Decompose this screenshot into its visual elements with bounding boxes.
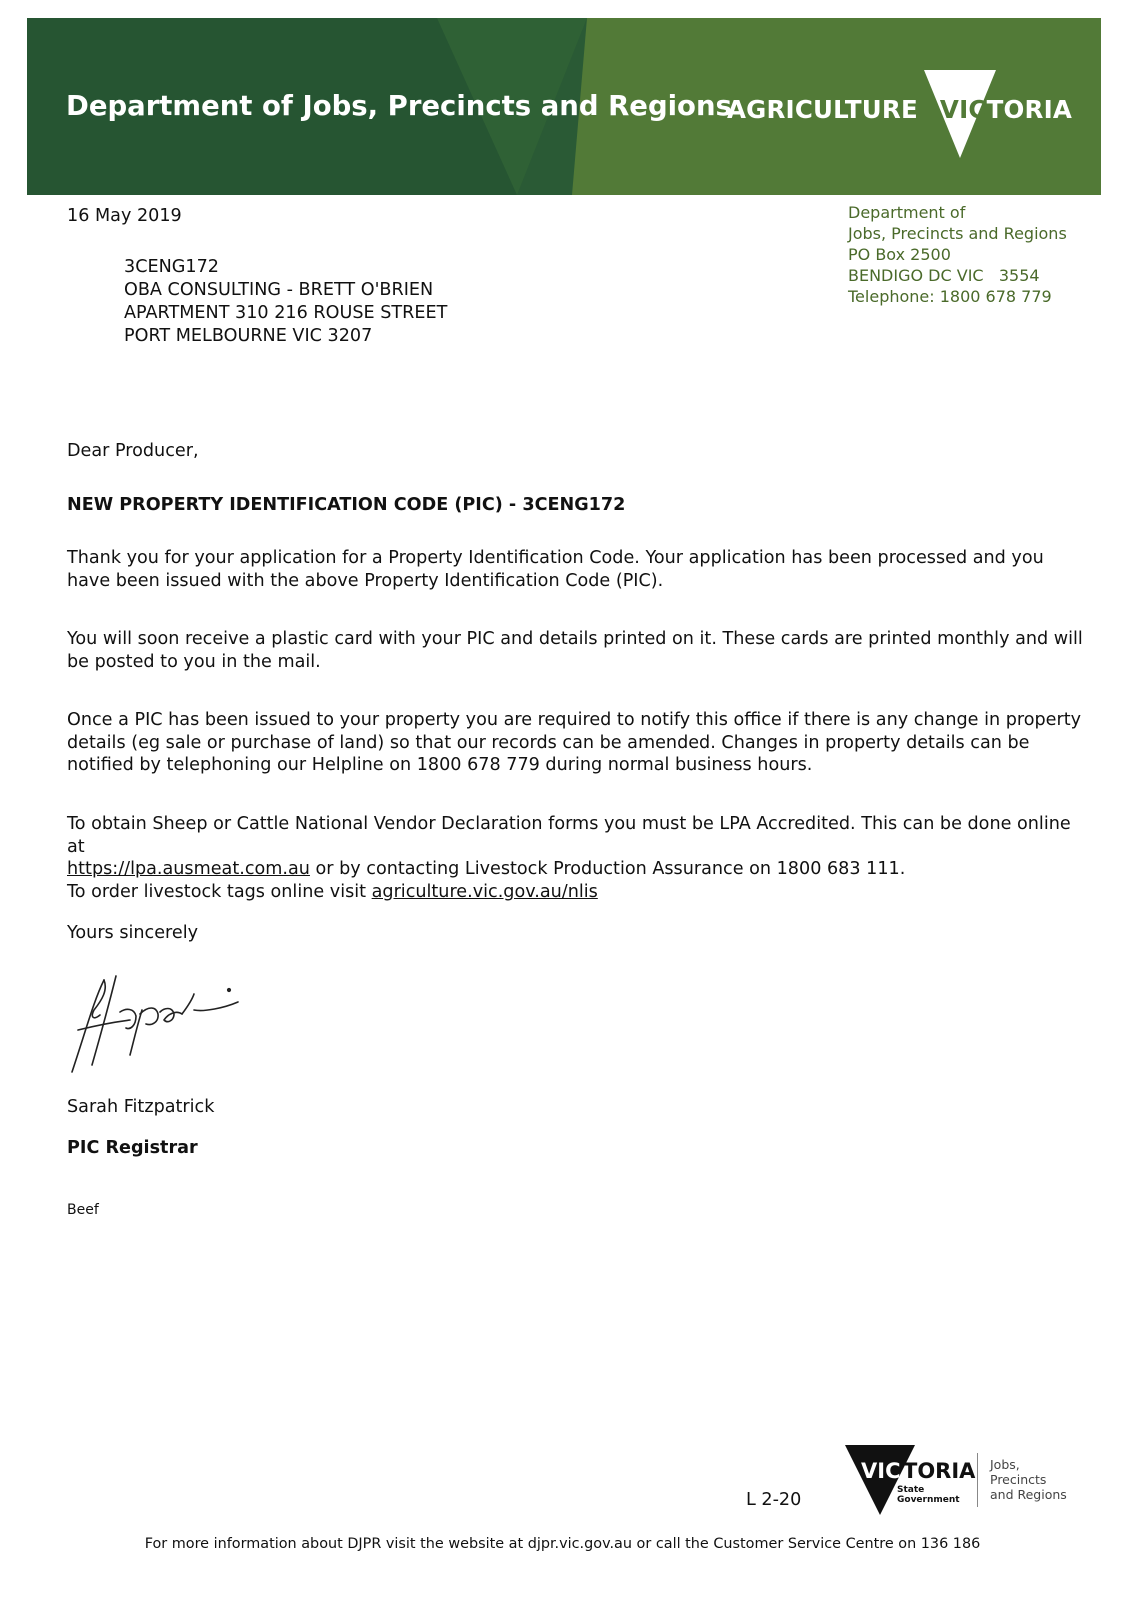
reference-code: Beef xyxy=(67,1202,99,1218)
header-banner xyxy=(27,18,1101,195)
paragraph-4-text: To obtain Sheep or Cattle National Vendor Declaration forms you must be LPA Accredited. This can be done online at xyxy=(67,814,1071,857)
government-label: Government xyxy=(897,1495,960,1505)
signatory-title: PIC Registrar xyxy=(67,1138,198,1158)
letter-date: 16 May 2019 xyxy=(67,206,182,226)
vic-word: VIC xyxy=(861,1459,901,1483)
signatory-name: Sarah Fitzpatrick xyxy=(67,1097,215,1117)
dept-line: Jobs, xyxy=(990,1457,1020,1472)
lpa-link[interactable]: https://lpa.ausmeat.com.au xyxy=(67,859,310,880)
paragraph-1: Thank you for your application for a Property Identification Code. Your application has been processed and you have been issued with the above Property Identification Code (PIC). xyxy=(67,548,1044,591)
department-title: Department of Jobs, Precincts and Regions xyxy=(66,90,732,122)
state-government-label xyxy=(897,1485,960,1505)
form-code: L 2-20 xyxy=(746,1490,802,1510)
closing: Yours sincerely xyxy=(67,923,198,943)
victoria-state-government-logo xyxy=(845,1445,1075,1515)
recipient-address xyxy=(124,256,447,348)
sender-line: PO Box 2500 xyxy=(848,245,951,264)
footer-text: For more information about DJPR visit the website at djpr.vic.gov.au or call the Customer Service Centre on 136 186 xyxy=(144,1536,981,1552)
sender-line: Department of xyxy=(848,203,966,222)
dept-line: and Regions xyxy=(990,1487,1067,1502)
paragraph-4-text: To order livestock tags online visit xyxy=(67,881,372,902)
sender-line: Telephone: 1800 678 779 xyxy=(848,287,1052,306)
paragraph-4 xyxy=(67,813,1087,903)
logo-divider xyxy=(977,1453,978,1507)
paragraph-2: You will soon receive a plastic card with your PIC and details printed on it. These cards are printed monthly and will be posted to you in the mail. xyxy=(67,629,1083,672)
victoria-word: TORIA xyxy=(986,95,1073,124)
signature-image xyxy=(64,970,264,1080)
dept-line: Precincts xyxy=(990,1472,1047,1487)
subject-line: NEW PROPERTY IDENTIFICATION CODE (PIC) - 3CENG172 xyxy=(67,495,626,515)
recipient-line: PORT MELBOURNE VIC 3207 xyxy=(124,326,373,346)
agriculture-word: AGRICULTURE xyxy=(727,95,918,124)
paragraph-3: Once a PIC has been issued to your property you are required to notify this office if there is any change in property details (eg sale or purchase of land) so that our records can be amended. Changes in property details can be notified by telephoning our Helpline on 1800 678 779 during normal business hours. xyxy=(67,710,1082,776)
toria-word: TORIA xyxy=(903,1459,976,1483)
recipient-line: APARTMENT 310 216 ROUSE STREET xyxy=(124,303,448,323)
state-label: State xyxy=(897,1485,925,1495)
agriculture-victoria-logo: AGRICULTURE VICTORIA xyxy=(727,51,1087,161)
nlis-link[interactable]: agriculture.vic.gov.au/nlis xyxy=(371,881,598,902)
salutation: Dear Producer, xyxy=(67,441,199,461)
sender-line: BENDIGO DC VIC 3554 xyxy=(848,266,1040,285)
recipient-line: OBA CONSULTING - BRETT O'BRIEN xyxy=(124,280,434,300)
paragraph-4-text: or by contacting Livestock Production Assurance on 1800 683 111. xyxy=(309,859,906,880)
sender-line: Jobs, Precincts and Regions xyxy=(848,224,1067,243)
recipient-line: 3CENG172 xyxy=(124,257,219,277)
department-label xyxy=(990,1457,1067,1502)
sender-address xyxy=(848,202,1067,307)
